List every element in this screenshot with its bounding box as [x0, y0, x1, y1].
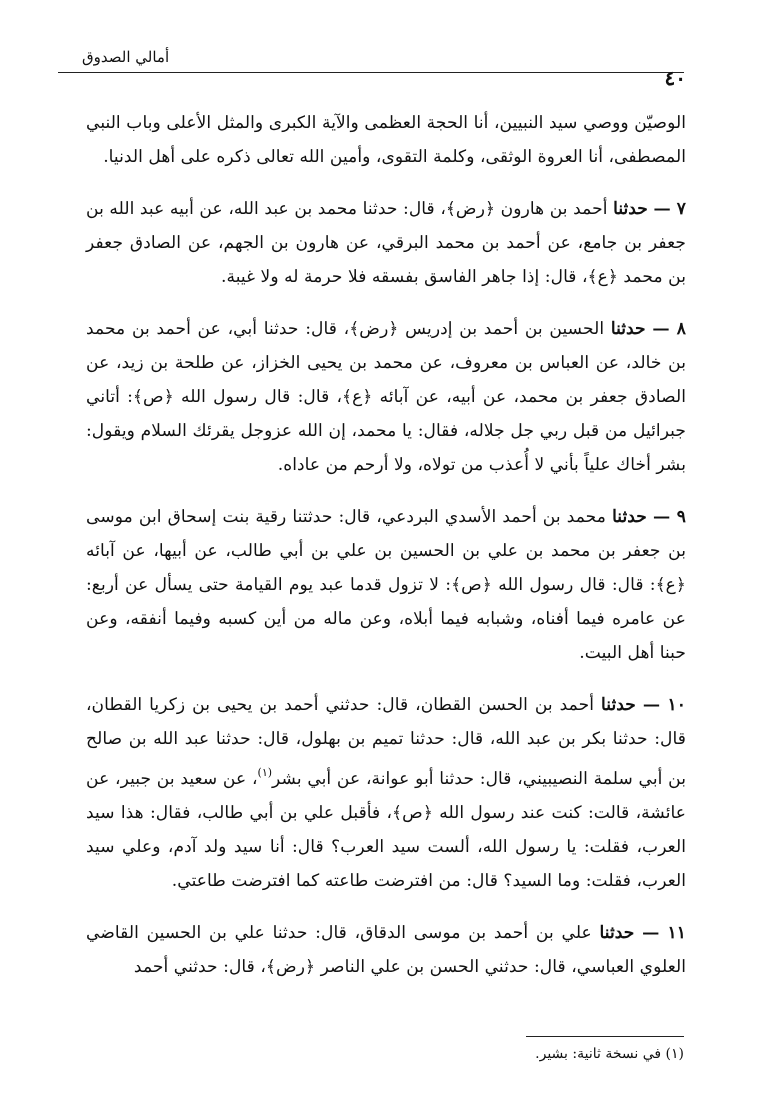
hadith-number: ١١ —: [642, 923, 687, 943]
hadith-text-continued: ، عن سعيد بن جبير، عن عائشة، قالت: كنت عند رسول الله ﴿ص﴾، فأقبل علي بن أبي طالب، فقال: هذا سيد العرب، فقلت: يا رسول الله، ألست سيد العرب؟ قال: أنا سيد ولد آدم، وعلي سيد العرب، فقلت: وما السيد؟ قال: من افترضت طاعته كما افترضت طاعتي.: [86, 769, 686, 891]
footnote-marker[interactable]: (١): [257, 766, 273, 779]
hadith-number: ٩ —: [653, 507, 687, 527]
hadith-number: ٧ —: [653, 199, 686, 219]
hadith-8: [86, 312, 686, 482]
hadith-text: أحمد بن هارون ﴿رض﴾، قال: حدثنا محمد بن عبد الله، عن أبيه عبد الله بن جعفر بن جامع، عن أحمد بن محمد البرقي، عن هارون بن الجهم، عن الصادق جعفر بن محمد ﴿ع﴾، قال: إذا جاهر الفاسق بفسقه فلا حرمة له ولا غيبة.: [86, 199, 686, 287]
hadith-lead: حدثنا: [601, 695, 636, 715]
page-number: ٤٠: [664, 66, 686, 90]
hadith-10: [86, 688, 686, 898]
running-title: أمالي الصدوق: [82, 48, 170, 66]
header-rule: [58, 72, 684, 73]
paragraph-continuation: [86, 106, 686, 174]
footnote-rule: [526, 1036, 684, 1037]
main-text: [86, 106, 686, 1002]
hadith-lead: حدثنا: [610, 319, 646, 339]
hadith-text: علي بن أحمد بن موسى الدقاق، قال: حدثنا علي بن الحسين القاضي العلوي العباسي، قال: حدثني الحسن بن علي الناصر ﴿رض﴾، قال: حدثني أحمد: [86, 923, 686, 977]
hadith-text: الحسين بن أحمد بن إدريس ﴿رض﴾، قال: حدثنا أبي، عن أحمد بن محمد بن خالد، عن العباس بن معروف، عن محمد بن يحيى الخزاز، عن طلحة بن زيد، عن الصادق جعفر بن محمد، عن أبيه، عن آبائه ﴿ع﴾، قال: قال رسول الله ﴿ص﴾: أتاني جبرائيل من قبل ربي جل جلاله، فقال: يا محمد، إن الله عزوجل يقرئك السلام ويقول: بشر أخاك علياً بأني لا أُعذب من تولاه، ولا أرحم من عاداه.: [86, 319, 686, 475]
hadith-text: محمد بن أحمد الأسدي البردعي، قال: حدثتنا رقية بنت إسحاق ابن موسى بن جعفر بن محمد بن علي بن الحسين بن علي بن أبي طالب، عن أبيها، عن آبائه ﴿ع﴾: قال: قال رسول الله ﴿ص﴾: لا تزول قدما عبد يوم القيامة حتى يسأل عن أربع: عن عامره فيما أفناه، وشبابه فيما أبلاه، وعن ماله من أين كسبه وفيما أنفقه، وعن حبنا أهل البيت.: [86, 507, 686, 663]
hadith-lead: حدثنا: [613, 199, 648, 219]
hadith-11: [86, 916, 686, 984]
hadith-7: [86, 192, 686, 294]
hadith-number: ١٠ —: [642, 695, 687, 715]
paragraph-text: الوصيّن ووصي سيد النبيين، أنا الحجة العظمى والآية الكبرى والمثل الأعلى وباب النبي المصطفى، أنا العروة الوثقى، وكلمة التقوى، وأمين الله تعالى ذكره على أهل الدنيا.: [86, 113, 686, 167]
hadith-number: ٨ —: [652, 319, 687, 339]
footnote: (١) في نسخة ثانية: بشير.: [535, 1046, 684, 1062]
hadith-lead: حدثنا: [599, 923, 635, 943]
hadith-text: أحمد بن الحسن القطان، قال: حدثني أحمد بن يحيى بن زكريا القطان، قال: حدثنا بكر بن عبد الله، قال: حدثنا تميم بن بهلول، قال: حدثنا عبد الله بن صالح بن أبي سلمة النصيبيني، قال: حدثنا أبو عوانة، عن أبي بشر: [86, 695, 687, 789]
hadith-9: [86, 500, 686, 670]
hadith-lead: حدثنا: [612, 507, 647, 527]
